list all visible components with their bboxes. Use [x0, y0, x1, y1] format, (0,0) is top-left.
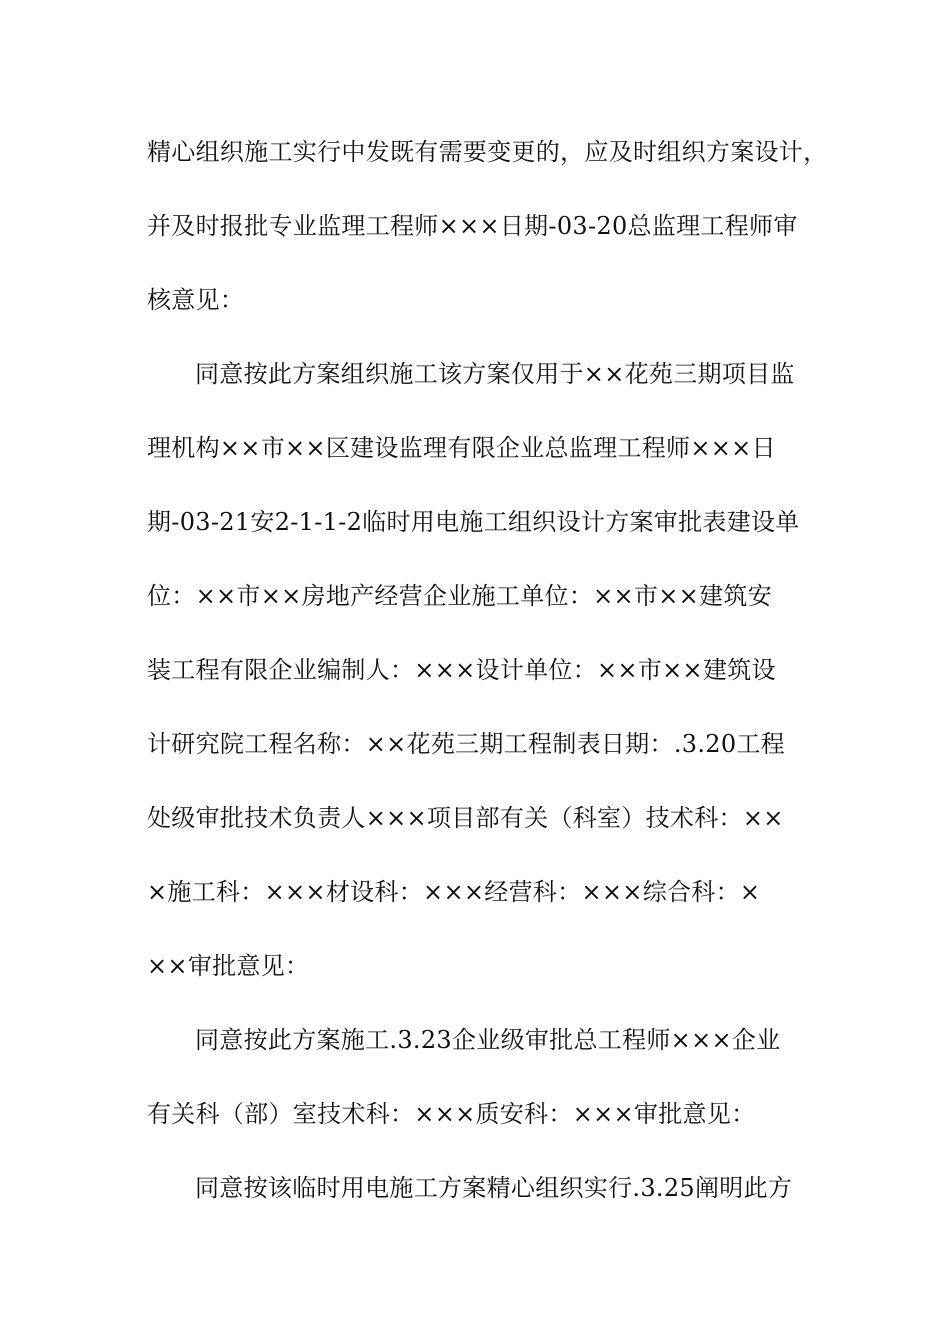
text-line-8: 装工程有限企业编制人：×××设计单位：××市××建筑设 — [147, 656, 776, 684]
text-line-5: 理机构××市××区建设监理有限企业总监理工程师×××日 — [147, 434, 776, 462]
text-line-12: ××审批意见： — [147, 952, 310, 980]
text-line-3: 核意见： — [147, 286, 245, 314]
text-line-6: 期-03-21安2-1-1-2临时用电施工组织设计方案审批表建设单 — [147, 508, 800, 536]
paragraph-2-first-line: 同意按此方案施工.3.23企业级审批总工程师×××企业 — [195, 1026, 781, 1054]
text-line-9: 计研究院工程名称：××花苑三期工程制表日期：.3.20工程 — [147, 730, 785, 758]
text-line-11: ×施工科：×××材设科：×××经营科：×××综合科：× — [147, 878, 761, 906]
text-line-1: 精心组织施工实行中发既有需要变更的，应及时组织方案设计， — [147, 138, 828, 166]
text-line-7: 位：××市××房地产经营企业施工单位：××市××建筑安 — [147, 582, 772, 610]
paragraph-3-first-line: 同意按该临时用电施工方案精心组织实行.3.25阐明此方 — [195, 1174, 793, 1202]
text-line-14: 有关科（部）室技术科：×××质安科：×××审批意见： — [147, 1100, 756, 1128]
text-line-10: 处级审批技术负责人×××项目部有关（科室）技术科：×× — [147, 804, 784, 832]
paragraph-1-first-line: 同意按此方案组织施工该方案仅用于××花苑三期项目监 — [195, 360, 795, 388]
text-line-2: 并及时报批专业监理工程师×××日期-03-20总监理工程师审 — [147, 212, 798, 240]
